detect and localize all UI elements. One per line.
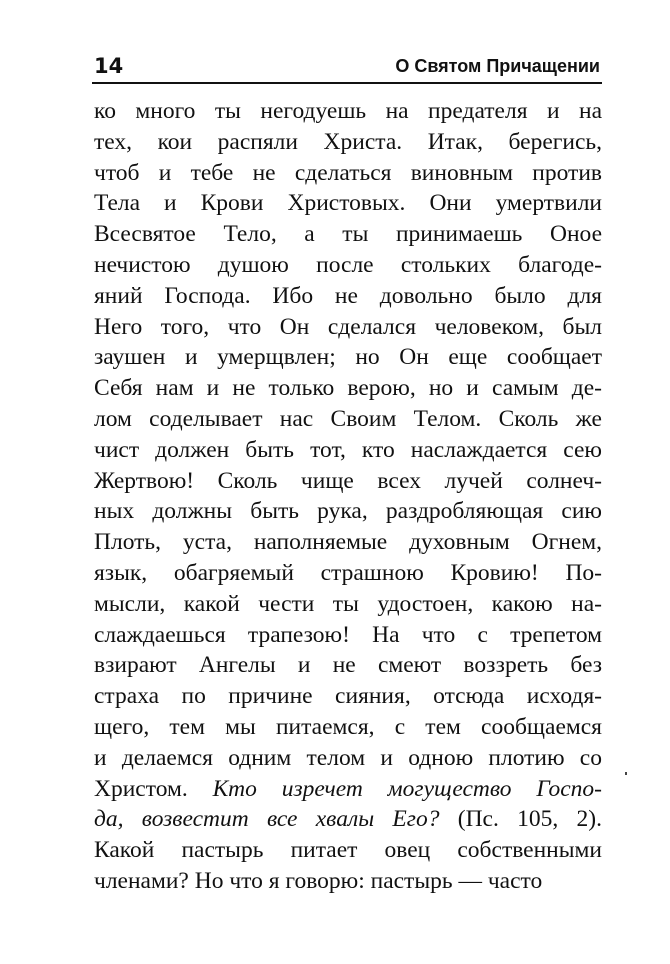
scripture-quote: да, возвестит все хвалы Его? xyxy=(94,806,440,833)
text-line: Какой пастырь питает овец собственными xyxy=(94,837,602,864)
text-line: язык, обагряемый страшною Кровию! По- xyxy=(94,559,602,586)
text-line: мысли, какой чести ты удостоен, какою на- xyxy=(94,590,602,617)
text-line: Всесвятое Тело, а ты принимаешь Оное xyxy=(94,221,602,248)
text-line: ко много ты негодуешь на предателя и на xyxy=(94,98,602,124)
text-line: Плоть, уста, наполняемые духовным Огнем, xyxy=(94,529,602,556)
text-line-with-quote xyxy=(94,774,602,805)
text-line: Себя нам и не только верою, но и самым де- xyxy=(94,375,602,402)
line-text: Христом. xyxy=(94,775,213,802)
body-text xyxy=(94,96,602,897)
running-header xyxy=(92,48,602,84)
text-line: страха по причине сияния, отсюда исходя- xyxy=(94,683,602,710)
text-line: слаждаешься трапезою! На что с трепетом xyxy=(94,621,602,648)
print-speck xyxy=(625,772,627,775)
page-number: 14 xyxy=(94,54,124,78)
text-line: заушен и умерщвлен; но Он еще сообщает xyxy=(94,344,602,371)
text-line: чтоб и тебе не сделаться виновным против xyxy=(94,159,602,186)
text-line: тех, кои распяли Христа. Итак, берегись, xyxy=(94,128,602,155)
text-line: Него того, что Он сделался человеком, был xyxy=(94,313,602,340)
text-line: лом соделывает нас Своим Телом. Сколь же xyxy=(94,405,602,432)
text-line: членами? Но что я говорю: пастырь — часто xyxy=(94,867,543,894)
text-line: Жертвою! Сколь чище всех лучей солнеч- xyxy=(94,467,602,494)
scripture-reference: (Пс. 105, 2). xyxy=(439,806,602,833)
text-line: нечистою душою после стольких благоде- xyxy=(94,251,602,278)
text-line-with-quote xyxy=(94,804,602,835)
text-line: щего, тем мы питаемся, с тем сообщаемся xyxy=(94,713,602,740)
scripture-quote: Кто изречет могущество Госпо- xyxy=(212,775,602,802)
text-line: и делаемся одним телом и одною плотию со xyxy=(94,744,602,771)
text-line: Тела и Крови Христовых. Они умертвили xyxy=(94,190,602,217)
text-line: яний Господа. Ибо не довольно было для xyxy=(94,282,602,309)
running-title: О Святом Причащении xyxy=(395,56,600,76)
text-line: взирают Ангелы и не смеют воззреть без xyxy=(94,652,602,679)
text-line: чист должен быть тот, кто наслаждается сею xyxy=(94,436,602,463)
text-line: ных должны быть рука, раздробляющая сию xyxy=(94,498,602,525)
